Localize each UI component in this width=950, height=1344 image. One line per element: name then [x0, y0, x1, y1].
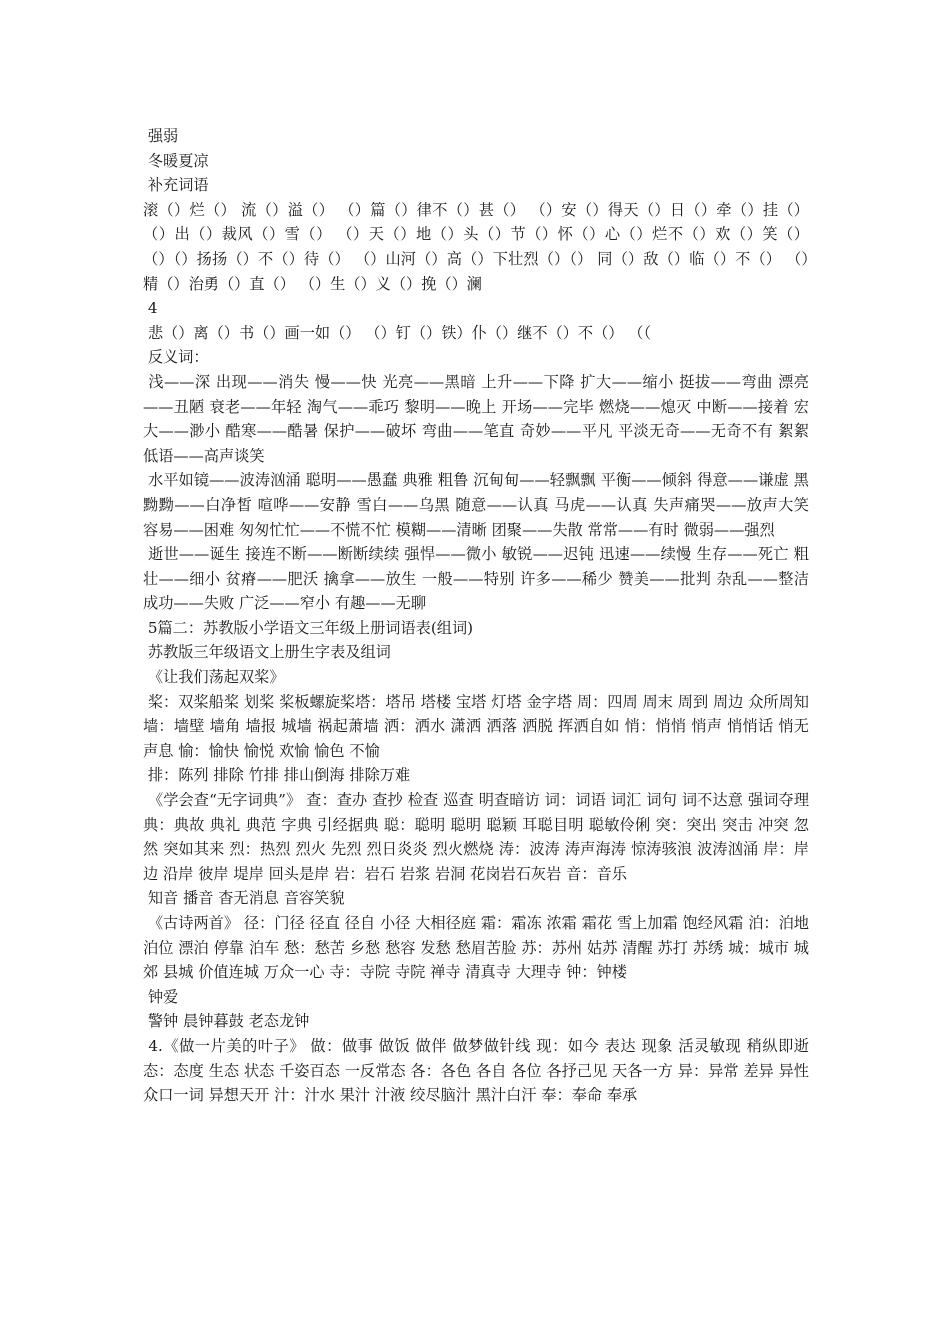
- lesson-4-words: 4.《做一片美的叶子》 做：做事 做饭 做伴 做梦做针线 现：如今 表达 现象 活灵敏现 稍纵即逝 态：态度 生态 状态 千姿百态 一反常态 各：各色 各自 各位 各抒己见 天各一方 异：异常 差异 异性 众口一词 异想天开 汁：汁水 果汁 汁液 绞尽脑汁 黑汁白汗 奉：奉命 奉承: [143, 1036, 814, 1105]
- subtitle-character-table: 苏教版三年级语文上册生字表及组词: [143, 643, 391, 662]
- lesson-1-words: 桨：双桨船桨 划桨 桨板螺旋桨塔：塔吊 塔楼 宝塔 灯塔 金字塔 周：四周 周末 周到 周边 众所周知 墙：墙壁 墙角 墙报 城墙 祸起萧墙 洒：洒水 潇洒 洒落 洒脱 挥洒自如 悄：悄悄 悄声 悄悄话 悄无声息 愉：愉快 愉悦 欢愉 愉色 不愉: [143, 692, 814, 760]
- fill-in-blanks-exercise-2: 悲（）离（）书（）画一如（） （）钉（）铁）仆（）继不（）不（） （（: [143, 323, 652, 342]
- lesson-title-1: 《让我们荡起双桨》: [143, 668, 285, 687]
- section-heading-antonyms: 反义词：: [143, 348, 209, 367]
- section-heading-part-two: 5篇二：苏教版小学语文三年级上册词语表(组词): [143, 618, 474, 637]
- lesson-3-words-cont-2: 警钟 晨钟暮鼓 老态龙钟: [143, 1012, 310, 1031]
- lesson-2-words: 《学会查“无字词典”》 查：查办 查抄 检查 巡查 明查暗访 词：词语 词汇 词句 词不达意 强词夺理 典：典故 典礼 典范 字典 引经据典 聪：聪明 聪明 聪颖 耳聪目明 聪敏伶俐 突：突出 突击 冲突 忽然 突如其来 烈：热烈 烈火 先烈 烈日炎炎 烈火燃烧 涛：波涛 涛声海涛 惊涛骇浪 波涛汹涌 岸：岸边 沿岸 彼岸 堤岸 回头是岸 岩：岩石 岩浆 岩洞 花岗岩石灰岩 音：音乐: [143, 791, 814, 883]
- lesson-2-words-cont: 知音 播音 杳无消息 音容笑貌: [143, 889, 345, 908]
- antonym-list-3: 逝世——诞生 接连不断——断断续续 强悍——微小 敏锐——迟钝 迅速——续慢 生存——死亡 粗壮——细小 贫瘠——肥沃 擒拿——放生 一般——特别 许多——稀少 赞美——批判 杂乱——整洁 成功——失败 广泛——窄小 有趣——无聊: [143, 545, 814, 613]
- antonym-list-2: 水平如镜——波涛汹涌 聪明——愚蠢 典雅 粗鲁 沉甸甸——轻飘飘 平衡——倾斜 得意——谦虚 黑黝黝——白净皙 喧哗——安静 雪白——乌黑 随意——认真 马虎——认真 失声痛哭——放声大笑 容易——困难 匆匆忙忙——不慌不忙 模糊——清晰 团聚——失散 常常——有时 微弱——强烈: [143, 471, 814, 539]
- lesson-3-words: 《古诗两首》 径：门径 径直 径自 小径 大相径庭 霜：霜冻 浓霜 霜花 雪上加霜 饱经风霜 泊：泊地 泊位 漂泊 停靠 泊车 愁：愁苦 乡愁 愁容 发愁 愁眉苦脸 苏：苏州 姑苏 清醒 苏打 苏绣 城：城市 城郊 县城 价值连城 万众一心 寺：寺院 寺院 禅寺 清真寺 大理寺 钟：钟楼: [143, 914, 814, 982]
- page-number: 4: [143, 299, 158, 318]
- lesson-3-words-cont: 钟爱: [143, 987, 179, 1006]
- word-strong-weak: 强弱: [143, 127, 179, 145]
- section-heading-fill-words: 补充词语: [143, 176, 209, 195]
- antonym-list-1: 浅——深 出现——消失 慢——快 光亮——黑暗 上升——下降 扩大——缩小 挺拔——弯曲 漂亮——丑陋 衰老——年轻 淘气——乖巧 黎明——晚上 开场——完毕 燃烧——熄灭 中断——接着 宏大——渺小 酷寒——酷暑 保护——破坏 弯曲——笔直 奇妙——平凡 平淡无奇——无奇不有 絮絮低语——高声谈笑: [143, 372, 809, 465]
- document-body: [143, 124, 814, 1108]
- fill-in-blanks-exercise: 滚（）烂（） 流（）溢（） （）篇（）律不（）甚（） （）安（）得天（）日（）牵（）挂（） （）出（）裁风（）雪（） （）天（）地（）头（）节（）怀（）心（）烂不（）欢（）笑（） （）（）扬扬（）不（）待（） （）山河（）高（）下壮烈（）（） 同（）敌（）临（）不（） （）精（）治勇（）直（） （）生（）义（）挽（）澜: [143, 200, 814, 293]
- word-winter-summer: 冬暖夏凉: [143, 151, 209, 170]
- lesson-1-words-cont: 排：陈列 排除 竹排 排山倒海 排除万难: [143, 766, 411, 785]
